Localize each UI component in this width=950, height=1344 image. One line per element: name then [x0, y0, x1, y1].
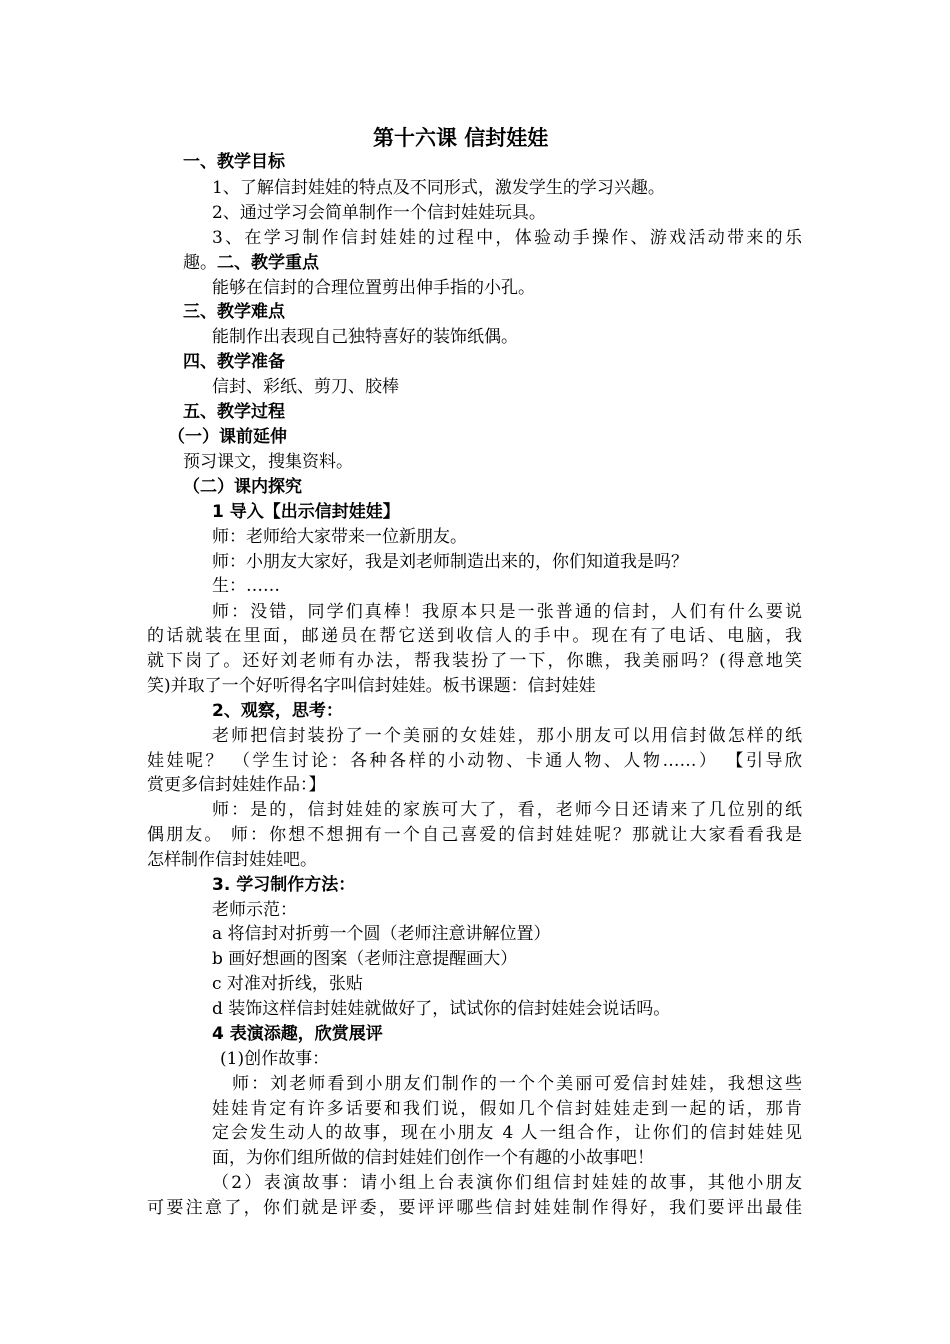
text-line: （2）表演故事：请小组上台表演你们组信封娃娃的故事，其他小朋友	[212, 1173, 802, 1193]
section-heading-process: 五、教学过程	[183, 402, 285, 422]
text-line: 能制作出表现自己独特喜好的装饰纸偶。	[212, 327, 518, 347]
text-line: 的话就装在里面，邮递员在帮它送到收信人的手中。现在有了电话、电脑，我	[147, 626, 802, 646]
step-heading-observe: 2、观察，思考：	[212, 701, 343, 721]
text-line: 预习课文，搜集资料。	[183, 452, 353, 472]
section-heading-objectives: 一、教学目标	[183, 152, 285, 172]
text-line: d 装饰这样信封娃娃就做好了，试试你的信封娃娃会说话吗。	[212, 999, 671, 1019]
text-line: 娃娃呢？ （学生讨论：各种各样的小动物、卡通人物、人物……） 【引导欣	[147, 751, 802, 771]
text-line: 1、了解信封娃娃的特点及不同形式，激发学生的学习兴趣。	[212, 178, 665, 198]
text-line: 老师示范：	[212, 900, 297, 920]
text-line: 赏更多信封娃娃作品：】	[147, 775, 326, 795]
text-line: 师：是的，信封娃娃的家族可大了，看，老师今日还请来了几位别的纸	[212, 800, 802, 820]
section-heading-preparation: 四、教学准备	[183, 352, 285, 372]
step-heading-perform: 4 表演添趣，欣赏展评	[212, 1024, 383, 1044]
text-line: 信封、彩纸、剪刀、胶棒	[212, 377, 399, 397]
text-line: 能够在信封的合理位置剪出伸手指的小孔。	[212, 278, 535, 298]
text-line: 师：老师给大家带来一位新朋友。	[212, 527, 467, 547]
section-heading-key-points: 二、教学重点	[217, 253, 319, 273]
text-line: 师：没错，同学们真棒！我原本只是一张普通的信封，人们有什么要说	[212, 602, 802, 622]
text-line: 面，为你们组所做的信封娃娃们创作一个有趣的小故事吧！	[212, 1148, 654, 1168]
text-line: 3、在学习制作信封娃娃的过程中，体验动手操作、游戏活动带来的乐	[212, 228, 802, 248]
text-line: 就下岗了。还好刘老师有办法，帮我装扮了一下，你瞧，我美丽吗？(得意地笑	[147, 651, 802, 671]
text-line: (1)创作故事：	[220, 1049, 330, 1069]
section-heading-difficulties: 三、教学难点	[183, 302, 285, 322]
text-line: 笑)并取了一个好听得名字叫信封娃娃。板书课题：信封娃娃	[147, 676, 596, 696]
text-line: 老师把信封装扮了一个美丽的女娃娃，那小朋友可以用信封做怎样的纸	[212, 726, 802, 746]
text-line: 定会发生动人的故事，现在小朋友 4 人一组合作，让你们的信封娃娃见	[212, 1123, 802, 1143]
subsection-heading-pre-class: （一）课前延伸	[168, 427, 287, 447]
text-line: a 将信封对折剪一个圆（老师注意讲解位置）	[212, 924, 551, 944]
text-line: 怎样制作信封娃娃吧。	[147, 850, 317, 870]
text-line: 师：小朋友大家好，我是刘老师制造出来的，你们知道我是吗？	[212, 552, 688, 572]
text-line: 2、通过学习会简单制作一个信封娃娃玩具。	[212, 203, 546, 223]
text-line: 可要注意了，你们就是评委，要评评哪些信封娃娃制作得好，我们要评出最佳	[147, 1198, 802, 1218]
text-line: c 对准对折线，张贴	[212, 974, 363, 994]
step-heading-method: 3. 学习制作方法：	[212, 875, 356, 895]
subsection-heading-in-class: （二）课内探究	[183, 477, 302, 497]
page-title: 第十六课 信封娃娃	[373, 126, 549, 150]
text-line: 生：……	[212, 576, 280, 596]
text-line: 师：刘老师看到小朋友们制作的一个个美丽可爱信封娃娃，我想这些	[232, 1074, 802, 1094]
text-line: 偶朋友。 师：你想不想拥有一个自己喜爱的信封娃娃呢？那就让大家看看我是	[147, 825, 802, 845]
text-line: b 画好想画的图案（老师注意提醒画大）	[212, 949, 518, 969]
step-heading-intro: 1 导入【出示信封娃娃】	[212, 502, 400, 522]
text-line: 娃娃肯定有许多话要和我们说，假如几个信封娃娃走到一起的话，那肯	[212, 1099, 802, 1119]
text-line: 趣。	[183, 253, 217, 273]
